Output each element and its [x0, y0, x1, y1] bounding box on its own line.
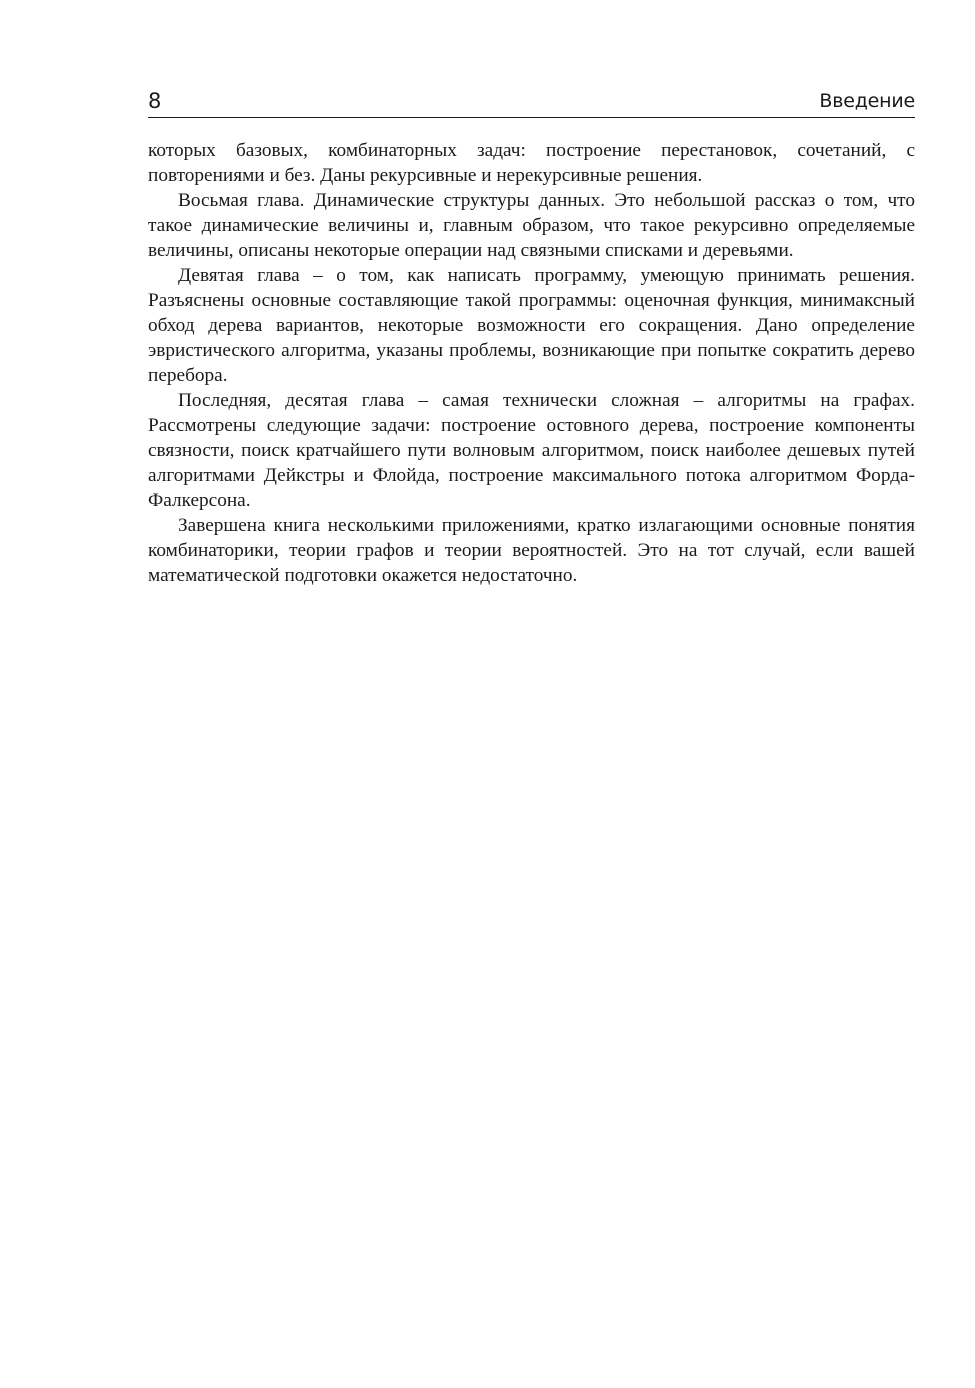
running-header	[148, 84, 915, 118]
body-text	[148, 138, 915, 588]
paragraph-continued: которых базовых, комбинаторных задач: построение перестановок, сочетаний, с повторениями и без. Даны рекурсивные и нерекурсивные решения.	[148, 140, 915, 186]
paragraph-appendices: Завершена книга несколькими приложениями, кратко излагающими основные понятия комбинаторики, теории графов и теории вероятностей. Это на тот случай, если вашей математической подготовки окажется недостаточно.	[148, 515, 915, 586]
paragraph-chapter-nine: Девятая глава – о том, как написать программу, умеющую принимать решения. Разъяснены основные составляющие такой программы: оценочная функция, минимаксный обход дерева вариантов, некоторые возможности его сокращения. Дано определение эвристического алгоритма, указаны проблемы, возникающие при попытке сократить дерево перебора.	[148, 265, 915, 386]
section-title: Введение	[819, 90, 915, 112]
paragraph-chapter-eight: Восьмая глава. Динамические структуры данных. Это небольшой рассказ о том, что такое динамические величины и, главным образом, что такое рекурсивно определяемые величины, описаны некоторые операции над связными списками и деревьями.	[148, 190, 915, 261]
book-page	[148, 84, 915, 588]
paragraph-chapter-ten: Последняя, десятая глава – самая технически сложная – алгоритмы на графах. Рассмотрены следующие задачи: построение остовного дерева, построение компоненты связности, поиск кратчайшего пути волновым алгоритмом, поиск наиболее дешевых путей алгоритмами Дейкстры и Флойда, построение максимального потока алгоритмом Форда-Фалкерсона.	[148, 390, 915, 511]
page-number: 8	[148, 89, 162, 113]
